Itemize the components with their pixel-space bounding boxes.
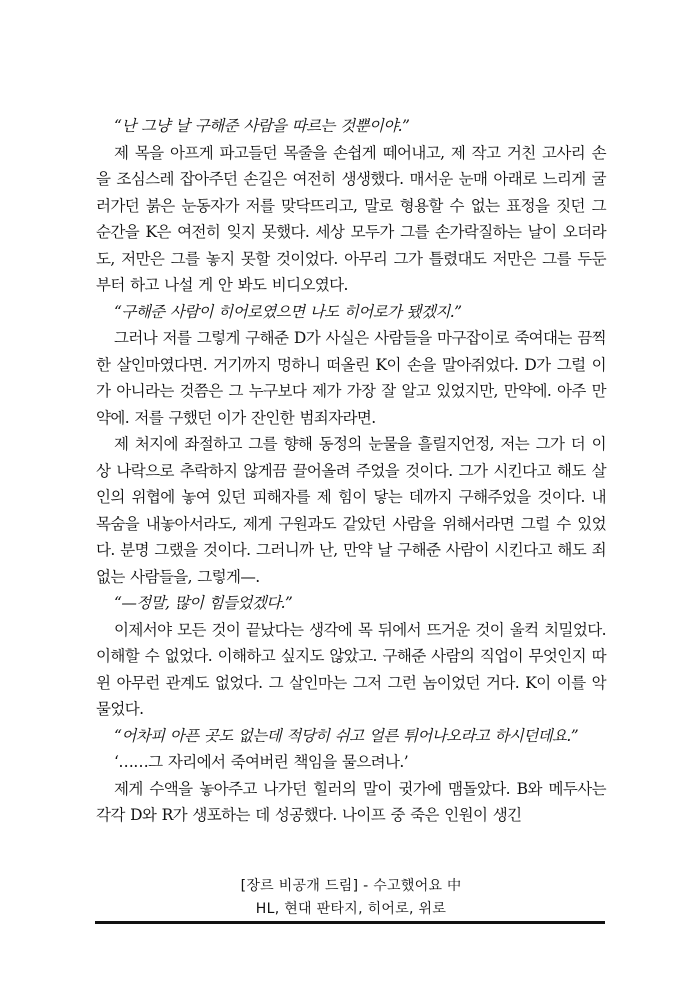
body-text <box>96 113 606 829</box>
narration-paragraph: 그러나 저를 그렇게 구해준 D가 사실은 사람들을 마구잡이로 죽여대는 끔찍한 살인마였다면. 거기까지 멍하니 떠올린 K이 손을 말아쥐었다. D가 그럴 이가 아니라는 것쯤은 그 누구보다 제가 가장 잘 알고 있었지만, 만약에. 아주 만약에. 저를 구했던 이가 잔인한 범죄자라면. <box>96 329 606 427</box>
narration-paragraph: 제 목을 아프게 파고들던 목줄을 손쉽게 떼어내고, 제 작고 거친 고사리 손을 조심스레 잡아주던 손길은 여전히 생생했다. 매서운 눈매 아래로 느리게 굴러가던 붉은 눈동자가 저를 맞닥뜨리고, 말로 형용할 수 없는 표정을 짓던 그 순간을 K은 여전히 잊지 못했다. 세상 모두가 그를 손가락질하는 날이 오더라도, 저만은 그를 놓지 못할 것이었다. 아무리 그가 틀렸대도 저만은 그를 두둔부터 하고 나설 게 안 봐도 비디오였다. <box>96 143 606 294</box>
dialogue-paragraph: “난 그냥 날 구해준 사람을 따르는 것뿐이야.” <box>114 117 410 135</box>
footer-caption-tags: HL, 현대 판타지, 히어로, 위로 <box>255 901 447 917</box>
dialogue-paragraph: “—정말, 많이 힘들었겠다.” <box>114 594 293 612</box>
dialogue-paragraph: “어차피 아픈 곳도 없는데 적당히 쉬고 얼른 튀어나오라고 하시던데요.” <box>114 726 579 745</box>
dialogue-paragraph: “구해준 사람이 히어로였으면 나도 히어로가 됐겠지.” <box>114 302 462 321</box>
narration-paragraph: 이제서야 모든 것이 끝났다는 생각에 목 뒤에서 뜨거운 것이 울컥 치밀었다. 이해할 수 없었다. 이해하고 싶지도 않았고. 구해준 사람의 직업이 무엇인지 따윈 아무런 관계도 없었다. 그 살인마는 그저 그런 놈이었던 거다. K이 이를 악물었다. <box>96 620 606 718</box>
footer-caption-title: [장르 비공개 드림] - 수고했어요 中 <box>240 878 462 894</box>
narration-paragraph: 제게 수액을 놓아주고 나가던 힐러의 말이 귓가에 맴돌았다. B와 메두사는 각각 D와 R가 생포하는 데 성공했다. 나이프 중 죽은 인원이 생긴 <box>96 779 606 824</box>
narration-paragraph: 제 처지에 좌절하고 그를 향해 동정의 눈물을 흘릴지언정, 저는 그가 더 이상 나락으로 추락하지 않게끔 끌어올려 주었을 것이다. 그가 시킨다고 해도 살인의 위협에 놓여 있던 피해자를 제 힘이 닿는 데까지 구해주었을 것이다. 내 목숨을 내놓아서라도, 제게 구원과도 같았던 사람을 위해서라면 그럴 수 있었다. 분명 그랬을 것이다. 그러니까 난, 만약 날 구해준 사람이 시킨다고 해도 죄 없는 사람들을, 그렇게—. <box>96 435 606 586</box>
inner-thought-paragraph: ‘……그 자리에서 죽여버린 책임을 물으려나.’ <box>114 753 409 771</box>
footer-divider <box>95 921 605 924</box>
